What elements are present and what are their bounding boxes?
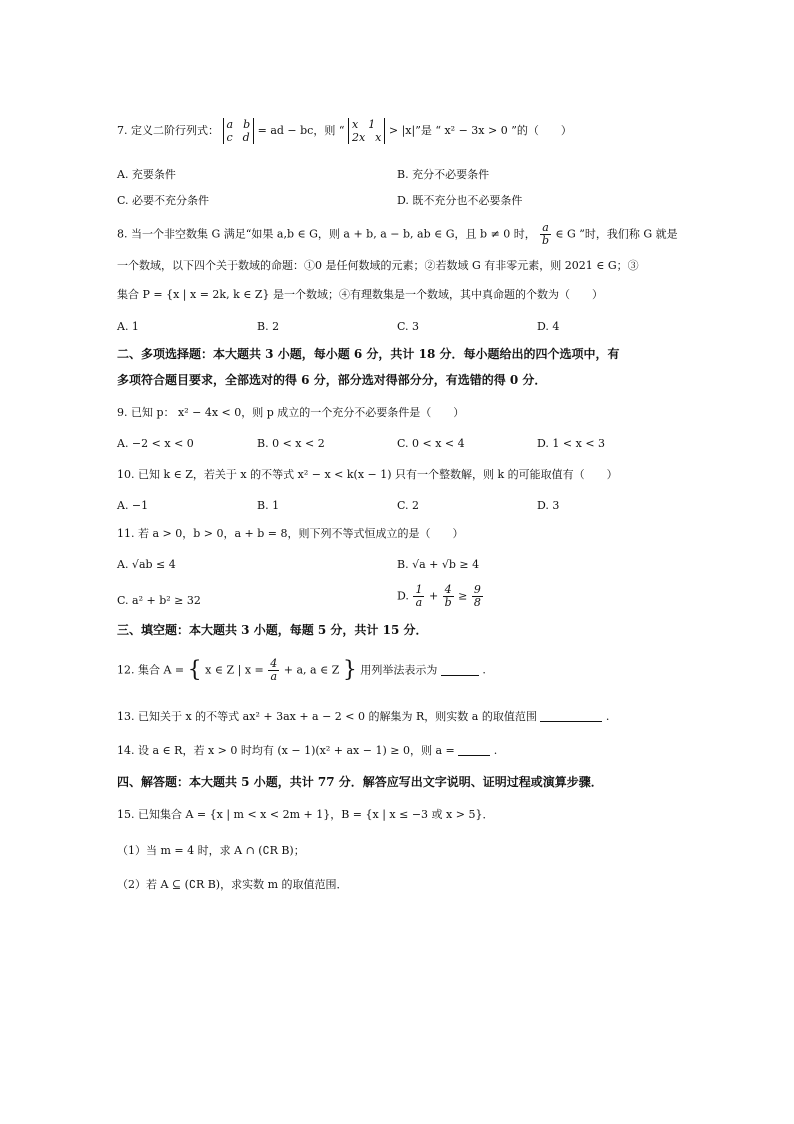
q13-stem: 13. 已知关于 x 的不等式 ax² + 3ax + a − 2 < 0 的解集为 R，则实数 a 的取值范围 . [117, 710, 610, 723]
q9-option-a: A. −2 < x < 0 [117, 437, 194, 450]
q9-option-b: B. 0 < x < 2 [257, 437, 325, 450]
q8-line-1: 8. 当一个非空数集 G 满足“如果 a,b ∈ G，则 a + b, a − b, ab ∈ G，且 b ≠ 0 时， $\frac{a}{b}$ ∈ G ”时，我们称 G 就是 [117, 221, 678, 247]
q13-answer-blank[interactable] [540, 721, 602, 722]
q11-option-c: C. a² + b² ≥ 32 [117, 594, 201, 607]
q7-prefix: 7. 定义二阶行列式： [117, 124, 219, 137]
q7-stem [117, 118, 572, 144]
q12-answer-blank[interactable] [441, 675, 479, 676]
q7-option-c: C. 必要不充分条件 [117, 194, 210, 207]
q8-fraction: $\frac{a}{b}$ [542, 221, 550, 247]
q8-option-d: D. 4 [537, 320, 560, 333]
q14-stem: 14. 设 a ∈ R，若 x > 0 时均有 (x − 1)(x² + ax − 1) ≥ 0，则 a = . [117, 744, 498, 757]
q15-part-1: （1）当 m = 4 时，求 A ∩ (∁R B)； [117, 844, 305, 857]
q11-option-a: A. √ab ≤ 4 [117, 558, 176, 571]
q12-right-brace: } [342, 657, 357, 683]
q7-option-b: B. 充分不必要条件 [397, 168, 490, 181]
q10-option-d: D. 3 [537, 499, 560, 512]
q8-option-c: C. 3 [397, 320, 420, 333]
q10-option-b: B. 1 [257, 499, 280, 512]
q8-option-b: B. 2 [257, 320, 280, 333]
q11-stem: 11. 若 a > 0，b > 0，a + b = 8，则下列不等式恒成立的是（ ） [117, 527, 464, 540]
q14-answer-blank[interactable] [458, 755, 490, 756]
q7-definition-rhs: = ad − bc，则 “ [257, 124, 345, 137]
q8-option-a: A. 1 [117, 320, 139, 333]
q10-option-a: A. −1 [117, 499, 149, 512]
q7-option-a: A. 充要条件 [117, 168, 176, 181]
q12-stem: 12. 集合 A = { x ∈ Z | x = $\frac{4}{a}$ + a, a ∈ Z } 用列举法表示为 . [117, 657, 486, 683]
q7-determinant-question: x 1 2x x [348, 118, 385, 144]
section-2-heading-line-1: 二、多项选择题：本大题共 3 小题，每小题 6 分，共计 18 分．每小题给出的四个选项中，有 [117, 347, 620, 361]
section-2-heading-line-2: 多项符合题目要求，全部选对的得 6 分，部分选对得部分分，有选错的得 0 分． [117, 373, 547, 387]
q9-option-c: C. 0 < x < 4 [397, 437, 465, 450]
q11-d-fraction-1: $\frac{1}{a}$ [415, 583, 423, 609]
q7-determinant-definition: a b c d [223, 118, 255, 144]
q10-option-c: C. 2 [397, 499, 420, 512]
q11-d-fraction-2: $\frac{4}{b}$ [444, 583, 452, 609]
q11-option-d: D. $\frac{1}{a}$ + $\frac{4}{b}$ ≥ $\frac{9}{8}$ [397, 583, 481, 609]
q8-line-3: 集合 P = {x | x = 2k, k ∈ Z} 是一个数域；④有理数集是一个数域，其中真命题的个数为（ ） [117, 288, 604, 301]
q11-d-fraction-3: $\frac{9}{8}$ [473, 583, 481, 609]
q12-fraction: $\frac{4}{a}$ [270, 657, 278, 683]
q9-option-d: D. 1 < x < 3 [537, 437, 606, 450]
q10-stem: 10. 已知 k ∈ Z，若关于 x 的不等式 x² − x < k(x − 1) 只有一个整数解，则 k 的可能取值有（ ） [117, 468, 618, 481]
q9-stem: 9. 已知 p： x² − 4x < 0，则 p 成立的一个充分不必要条件是（ ） [117, 406, 465, 419]
q7-question-rhs: > |x|”是 “ x² − 3x > 0 ”的（ ） [388, 124, 572, 137]
q15-stem: 15. 已知集合 A = {x | m < x < 2m + 1}，B = {x | x ≤ −3 或 x > 5}． [117, 808, 494, 821]
section-3-heading: 三、填空题：本大题共 3 小题，每题 5 分，共计 15 分． [117, 623, 428, 637]
q7-option-d: D. 既不充分也不必要条件 [397, 194, 523, 207]
q15-part-2: （2）若 A ⊆ (∁R B)，求实数 m 的取值范围． [117, 878, 348, 891]
section-4-heading: 四、解答题：本大题共 5 小题，共计 77 分．解答应写出文字说明、证明过程或演算步骤． [117, 775, 603, 789]
q11-option-b: B. √a + √b ≥ 4 [397, 558, 480, 571]
q8-line-2: 一个数域，以下四个关于数域的命题：①0 是任何数域的元素；②若数域 G 有非零元素，则 2021 ∈ G；③ [117, 259, 639, 272]
q12-left-brace: { [187, 657, 202, 683]
